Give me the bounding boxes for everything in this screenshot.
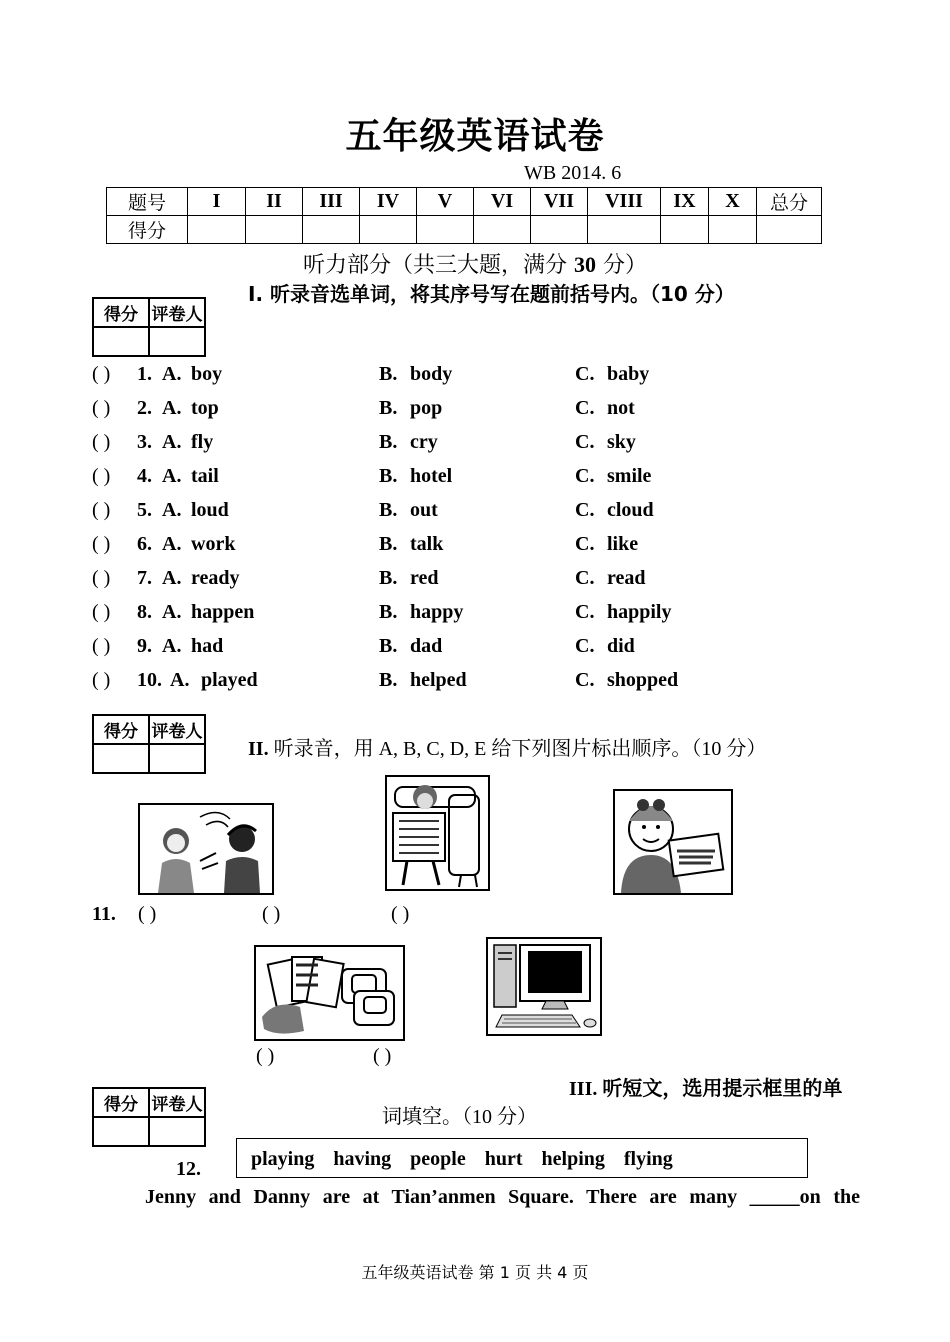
answer-bracket[interactable]: ( ) [92, 669, 111, 691]
grader-name-cell[interactable] [149, 327, 205, 356]
answer-bracket[interactable]: ( ) [92, 567, 111, 589]
option-num: 2. [137, 397, 152, 419]
option-b: body [410, 363, 453, 385]
option-num: 1. [137, 363, 152, 385]
option-c: sky [607, 431, 636, 453]
option-a-label: A. [162, 397, 182, 419]
option-b-label: B. [379, 601, 398, 623]
grader-name-label: 评卷人 [149, 715, 205, 744]
option-c: smile [607, 465, 652, 487]
grader-box-1 [92, 297, 206, 357]
option-a-label: A. [170, 669, 190, 691]
score-cell[interactable] [588, 216, 661, 244]
option-c-label: C. [575, 397, 595, 419]
option-b: cry [410, 431, 438, 453]
option-c: cloud [607, 499, 654, 521]
option-a: happen [191, 601, 255, 623]
option-a-label: A. [162, 499, 182, 521]
listening-title-prefix: 听力部分（共三大题，满分 [303, 253, 574, 278]
answer-bracket[interactable]: ( ) [92, 465, 111, 487]
exam-title: 五年级英语试卷 [345, 116, 605, 157]
option-b-label: B. [379, 533, 398, 555]
score-cell[interactable] [474, 216, 531, 244]
option-num: 7. [137, 567, 152, 589]
grader-score-label: 得分 [93, 1088, 149, 1117]
option-a: had [191, 635, 224, 657]
score-cell[interactable] [360, 216, 417, 244]
option-a-label: A. [162, 431, 182, 453]
option-num: 3. [137, 431, 152, 453]
q11-answer-bracket-3[interactable]: ( ) [391, 903, 410, 925]
option-b-label: B. [379, 465, 398, 487]
option-c-label: C. [575, 499, 595, 521]
part3-title-line1 [569, 1072, 842, 1101]
option-a-label: A. [162, 363, 182, 385]
option-c: read [607, 567, 646, 589]
grader-name-cell[interactable] [149, 744, 205, 773]
option-b: red [410, 567, 439, 589]
picture-two-people-talking [138, 803, 274, 895]
word-bank-item: having [333, 1148, 392, 1170]
option-num: 5. [137, 499, 152, 521]
score-table [106, 187, 822, 244]
q11-number: 11. [92, 903, 116, 925]
score-header-cell: 题号 [107, 188, 188, 216]
grader-score-cell[interactable] [93, 1117, 149, 1146]
grader-score-label: 得分 [93, 298, 149, 327]
option-a: boy [191, 363, 223, 385]
word-bank-item: helping [541, 1148, 605, 1170]
score-header-cell: I [188, 188, 246, 216]
answer-bracket[interactable]: ( ) [92, 431, 111, 453]
score-header-cell: VII [531, 188, 588, 216]
part1-title: I. 听录音选单词，将其序号写在题前括号内。（10 分） [248, 282, 735, 306]
score-row-label: 得分 [107, 216, 188, 244]
option-c-label: C. [575, 635, 595, 657]
part3-title-line2: 词填空。（10 分） [382, 1106, 537, 1128]
option-a-label: A. [162, 601, 182, 623]
answer-bracket[interactable]: ( ) [92, 397, 111, 419]
option-c-label: C. [575, 465, 595, 487]
part2-title [248, 732, 766, 761]
exam-date: WB 2014. 6 [524, 162, 622, 184]
option-b: dad [410, 635, 443, 657]
score-cell[interactable] [531, 216, 588, 244]
score-cell[interactable] [246, 216, 303, 244]
listening-title-suffix: 分） [596, 253, 647, 278]
score-cell[interactable] [757, 216, 822, 244]
q11-answer-bracket-2[interactable]: ( ) [262, 903, 281, 925]
answer-bracket[interactable]: ( ) [92, 601, 111, 623]
option-a: ready [191, 567, 240, 589]
listening-title-points: 30 [574, 252, 596, 277]
score-header-cell: II [246, 188, 303, 216]
answer-bracket[interactable]: ( ) [92, 499, 111, 521]
score-header-cell: V [417, 188, 474, 216]
score-cell[interactable] [709, 216, 757, 244]
score-table-row [107, 216, 822, 244]
option-c: baby [607, 363, 650, 385]
grader-name-label: 评卷人 [149, 1088, 205, 1117]
picture-computer [486, 937, 602, 1036]
word-bank-item: people [410, 1148, 466, 1170]
option-num: 8. [137, 601, 152, 623]
option-c: happily [607, 601, 672, 623]
option-c: like [607, 533, 639, 555]
option-c-label: C. [575, 533, 595, 555]
option-b: helped [410, 669, 467, 691]
part2-roman: II. [248, 738, 269, 760]
score-header-cell: 总分 [757, 188, 822, 216]
grader-score-cell[interactable] [93, 327, 149, 356]
option-c: shopped [607, 669, 679, 691]
score-header-cell: IV [360, 188, 417, 216]
option-num: 4. [137, 465, 152, 487]
option-a: played [201, 669, 258, 691]
page-footer: 五年级英语试卷 第 1 页 共 4 页 [361, 1263, 589, 1282]
option-b-label: B. [379, 499, 398, 521]
score-table-header [107, 188, 822, 216]
q11-answer-bracket-5[interactable]: ( ) [373, 1045, 392, 1067]
grader-score-label: 得分 [93, 715, 149, 744]
picture-reading-newspaper [385, 775, 490, 891]
score-cell[interactable] [188, 216, 246, 244]
option-a: top [191, 397, 219, 419]
picture-playing-cards [254, 945, 405, 1041]
option-b-label: B. [379, 669, 398, 691]
passage-text: Jenny and Danny are at Tian’anmen Square. There are many _____on the [145, 1186, 860, 1208]
option-c-label: C. [575, 431, 595, 453]
listening-section-title [0, 248, 950, 279]
option-b: happy [410, 601, 464, 623]
word-bank-item: hurt [484, 1148, 523, 1170]
option-a: tail [191, 465, 219, 487]
word-bank-item: flying [623, 1148, 673, 1170]
option-b: hotel [410, 465, 453, 487]
option-a: fly [191, 431, 214, 453]
q11-answer-bracket-1[interactable]: ( ) [138, 903, 157, 925]
score-header-cell: VI [474, 188, 531, 216]
option-num: 6. [137, 533, 152, 555]
option-a: work [191, 533, 236, 555]
option-c-label: C. [575, 601, 595, 623]
option-c-label: C. [575, 363, 595, 385]
grader-score-cell[interactable] [93, 744, 149, 773]
option-b-label: B. [379, 567, 398, 589]
option-b-label: B. [379, 397, 398, 419]
option-b-label: B. [379, 431, 398, 453]
word-bank-box [236, 1138, 808, 1178]
option-c: not [607, 397, 635, 419]
score-cell[interactable] [661, 216, 709, 244]
score-header-cell: IX [661, 188, 709, 216]
option-b-label: B. [379, 363, 398, 385]
option-a: loud [191, 499, 229, 521]
option-c: did [607, 635, 635, 657]
part3-title-text1: III. 听短文，选用提示框里的单 [569, 1078, 843, 1100]
answer-bracket[interactable]: ( ) [92, 363, 111, 385]
option-num: 9. [137, 635, 152, 657]
option-b: talk [410, 533, 444, 555]
option-b-label: B. [379, 635, 398, 657]
score-header-cell: III [303, 188, 360, 216]
grader-box-2 [92, 714, 206, 774]
option-a-label: A. [162, 533, 182, 555]
q11-answer-bracket-4[interactable]: ( ) [256, 1045, 275, 1067]
score-cell[interactable] [303, 216, 360, 244]
answer-bracket[interactable]: ( ) [92, 533, 111, 555]
grader-name-cell[interactable] [149, 1117, 205, 1146]
answer-bracket[interactable]: ( ) [92, 635, 111, 657]
option-b: pop [410, 397, 443, 419]
option-num: 10. [137, 669, 162, 691]
option-c-label: C. [575, 669, 595, 691]
option-a-label: A. [162, 635, 182, 657]
option-a-label: A. [162, 465, 182, 487]
score-cell[interactable] [417, 216, 474, 244]
part2-title-text: 听录音，用 A, B, C, D, E 给下列图片标出顺序。（10 分） [273, 738, 767, 760]
q12-number: 12. [176, 1158, 201, 1180]
picture-woman-with-photo [613, 789, 733, 895]
grader-name-label: 评卷人 [149, 298, 205, 327]
option-c-label: C. [575, 567, 595, 589]
option-a-label: A. [162, 567, 182, 589]
score-header-cell: VIII [588, 188, 661, 216]
option-b: out [410, 499, 438, 521]
score-header-cell: X [709, 188, 757, 216]
grader-box-3 [92, 1087, 206, 1147]
word-bank-item: playing [251, 1148, 315, 1170]
